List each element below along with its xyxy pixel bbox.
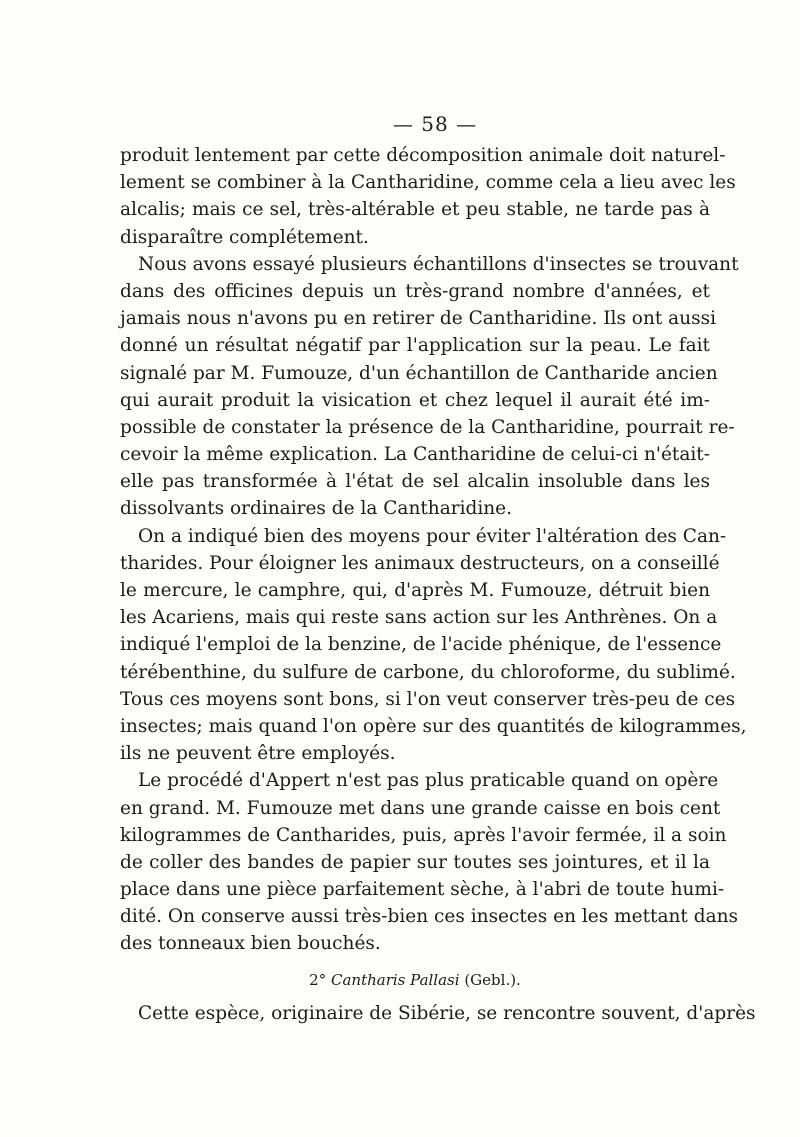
text-line: Le procédé d'Appert n'est pas plus praticable quand on opère [138, 770, 719, 792]
text-line: elle pas transformée à l'état de sel alcalin insoluble dans les [120, 471, 710, 493]
paragraph-1 [120, 142, 736, 251]
text-line: dité. On conserve aussi très-bien ces insectes en les mettant dans [120, 906, 739, 928]
text-line: On a indiqué bien des moyens pour éviter l'altération des Can- [138, 525, 727, 547]
text-line: possible de constater la présence de la Cantharidine, pourrait re- [120, 416, 735, 438]
text-line: indiqué l'emploi de la benzine, de l'acide phénique, de l'essence [120, 634, 722, 656]
text-line: place dans une pièce parfaitement sèche, à l'abri de toute humi- [120, 879, 725, 901]
section-heading [120, 968, 710, 992]
text-line: ils ne peuvent être employés. [120, 743, 396, 765]
text-line: Nous avons essayé plusieurs échantillons d'insectes se trouvant [138, 253, 739, 275]
paragraph-4 [120, 767, 739, 957]
text-line: de coller des bandes de papier sur toutes ses jointures, et il la [120, 851, 710, 873]
text-line: produit lentement par cette décomposition animale doit naturel- [120, 145, 726, 166]
text-line: signalé par M. Fumouze, d'un échantillon de Cantharide ancien [120, 362, 718, 384]
text-line: tharides. Pour éloigner les animaux destructeurs, on a conseillé [120, 552, 720, 574]
paragraph-2 [120, 251, 739, 523]
paragraph-3 [120, 523, 747, 768]
text-line: cevoir la même explication. La Cantharidine de celui-ci n'était- [120, 444, 710, 466]
text-line: qui aurait produit la visication et chez lequel il aurait été im- [120, 389, 710, 411]
text-line: térébenthine, du sulfure de carbone, du chloroforme, du sublimé. [120, 661, 736, 683]
text-line: le mercure, le camphre, qui, d'après M. Fumouze, détruit bien [120, 580, 710, 601]
text-line: donné un résultat négatif par l'application sur la peau. Le fait [120, 335, 710, 357]
text-line: dans des officines depuis un très-grand nombre d'années, et [120, 280, 710, 302]
text-line: en grand. M. Fumouze met dans une grande caisse en bois cent [120, 797, 721, 819]
species-name: Cantharis Pallasi [331, 970, 460, 989]
text-line: disparaître complétement. [120, 226, 369, 248]
text-line: jamais nous n'avons pu en retirer de Cantharidine. Ils ont aussi [120, 308, 717, 330]
text-line: dissolvants ordinaires de la Cantharidine. [120, 498, 513, 520]
text-line: Cette espèce, originaire de Sibérie, se rencontre souvent, d'après [138, 1002, 756, 1024]
text-line: kilogrammes de Cantharides, puis, après l'avoir fermée, il a soin [120, 824, 727, 846]
text-line: les Acariens, mais qui reste sans action sur les Anthrènes. On a [120, 607, 718, 629]
text-line: des tonneaux bien bouchés. [120, 933, 381, 955]
text-line: Tous ces moyens sont bons, si l'on veut conserver très-peu de ces [120, 688, 736, 710]
document-page [120, 112, 756, 1027]
text-line: insectes; mais quand l'on opère sur des quantités de kilogrammes, [120, 715, 747, 737]
page-number: — 58 — [392, 112, 478, 136]
text-line: lement se combiner à la Cantharidine, comme cela a lieu avec les [120, 172, 736, 194]
section-number: 2° [309, 970, 327, 989]
text-line: alcalis; mais ce sel, très-altérable et peu stable, ne tarde pas à [120, 199, 710, 221]
species-author: (Gebl.). [464, 970, 521, 989]
